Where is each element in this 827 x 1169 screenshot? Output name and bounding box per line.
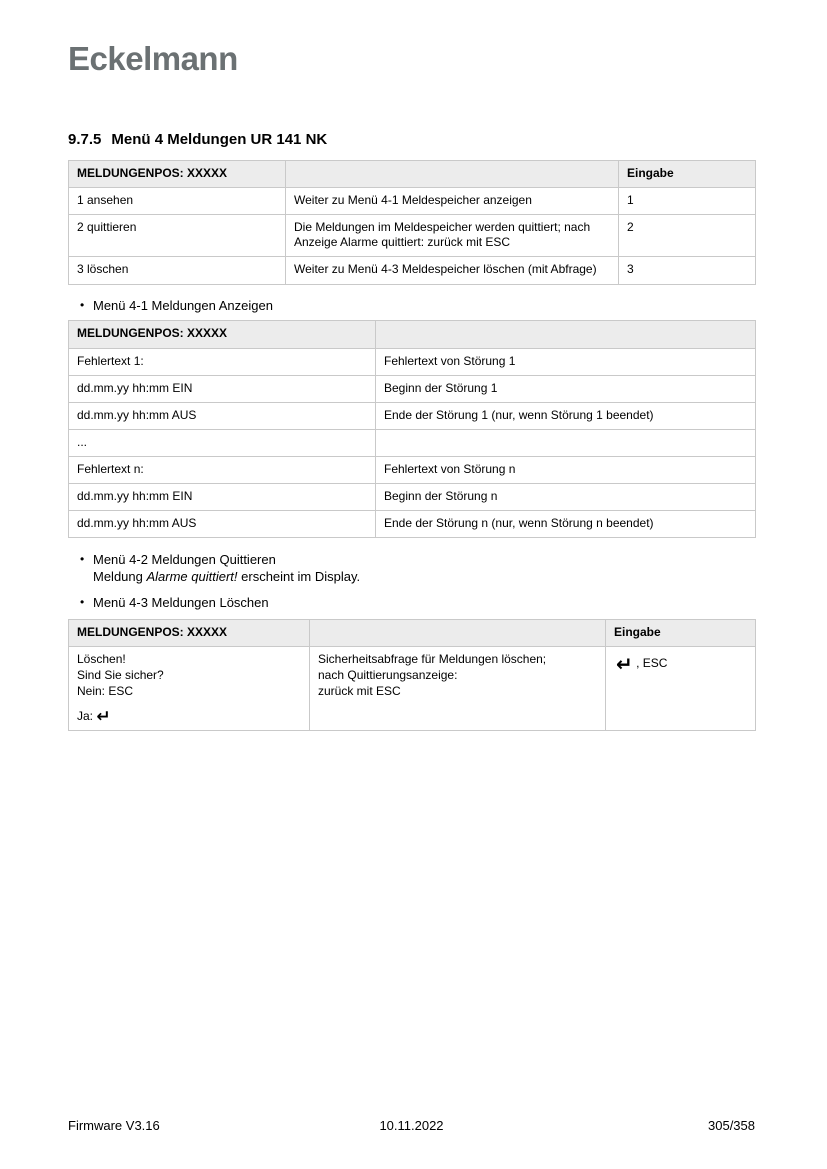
cell-description: Ende der Störung 1 (nur, wenn Störung 1 beendet) bbox=[376, 402, 756, 429]
header-cell-meldungenpos: MELDUNGENPOS: XXXXX bbox=[69, 161, 286, 188]
bullet-dot: • bbox=[80, 552, 85, 567]
cell-display: dd.mm.yy hh:mm AUS bbox=[69, 402, 376, 429]
cell-eingabe: 3 bbox=[619, 257, 756, 284]
table-row bbox=[69, 375, 756, 402]
description-line: zurück mit ESC bbox=[318, 683, 401, 698]
bullet-label: Menü 4-1 Meldungen Anzeigen bbox=[93, 297, 273, 313]
cell-option: 1 ansehen bbox=[69, 188, 286, 215]
bullet-body bbox=[93, 552, 360, 586]
eckelmann-logo: Eckelmann bbox=[68, 40, 238, 77]
menu4-3-delete-table bbox=[68, 619, 756, 731]
table-row bbox=[69, 348, 756, 375]
eingabe-suffix: , ESC bbox=[632, 656, 668, 671]
table-row bbox=[69, 402, 756, 429]
table-row bbox=[69, 484, 756, 511]
bullet-label: Menü 4-3 Meldungen Löschen bbox=[93, 595, 269, 611]
subtext-prefix: Meldung bbox=[93, 569, 147, 585]
header-cell-eingabe: Eingabe bbox=[606, 619, 756, 646]
table-row bbox=[69, 188, 756, 215]
cell-option: 3 löschen bbox=[69, 257, 286, 284]
page-footer bbox=[68, 1118, 755, 1133]
table-row bbox=[69, 215, 756, 257]
header-cell-empty bbox=[310, 619, 606, 646]
table-row bbox=[69, 429, 756, 456]
enter-key-icon: ↵ bbox=[96, 706, 111, 727]
cell-display: Fehlertext 1: bbox=[69, 348, 376, 375]
bullet-label: Menü 4-2 Meldungen Quittieren bbox=[93, 552, 276, 568]
bullet-subtext bbox=[93, 569, 360, 586]
cell-display bbox=[69, 647, 310, 731]
cell-eingabe: 1 bbox=[619, 188, 756, 215]
enter-key-icon: ↵ bbox=[616, 652, 633, 677]
cell-display: Fehlertext n: bbox=[69, 456, 376, 483]
cell-description: Die Meldungen im Meldespeicher werden quittiert; nach Anzeige Alarme quittiert: zurück mit ESC bbox=[286, 215, 619, 257]
footer-firmware-version: Firmware V3.16 bbox=[68, 1118, 160, 1133]
confirm-line: Löschen! bbox=[77, 652, 126, 667]
table-row bbox=[69, 511, 756, 538]
cell-display: dd.mm.yy hh:mm EIN bbox=[69, 375, 376, 402]
cell-description: Ende der Störung n (nur, wenn Störung n beendet) bbox=[376, 511, 756, 538]
header-cell-meldungenpos: MELDUNGENPOS: XXXXX bbox=[69, 321, 376, 348]
bullet-dot: • bbox=[80, 297, 85, 312]
menu4-1-display-table bbox=[68, 320, 756, 538]
header-cell-eingabe: Eingabe bbox=[619, 161, 756, 188]
section-heading bbox=[68, 131, 755, 149]
footer-date: 10.11.2022 bbox=[379, 1118, 444, 1133]
confirm-line: Nein: ESC bbox=[77, 683, 134, 698]
confirm-line-ja: Ja: ↵ bbox=[77, 706, 111, 727]
cell-display: dd.mm.yy hh:mm AUS bbox=[69, 511, 376, 538]
cell-display: ... bbox=[69, 429, 376, 456]
bullet-dot: • bbox=[80, 595, 85, 610]
table-row bbox=[69, 647, 756, 731]
cell-description: Beginn der Störung n bbox=[376, 484, 756, 511]
table-header-row bbox=[69, 161, 756, 188]
cell-eingabe bbox=[606, 647, 756, 731]
cell-description bbox=[310, 647, 606, 731]
table-row bbox=[69, 456, 756, 483]
table-header-row bbox=[69, 321, 756, 348]
bullet-menu-4-2 bbox=[80, 552, 755, 586]
cell-description bbox=[376, 429, 756, 456]
header-cell-meldungenpos: MELDUNGENPOS: XXXXX bbox=[69, 619, 310, 646]
cell-display: dd.mm.yy hh:mm EIN bbox=[69, 484, 376, 511]
cell-description: Weiter zu Menü 4-3 Meldespeicher löschen (mit Abfrage) bbox=[286, 257, 619, 284]
section-number: 9.7.5 bbox=[68, 131, 102, 148]
subtext-suffix: erscheint im Display. bbox=[237, 569, 361, 585]
bullet-menu-4-1 bbox=[80, 298, 755, 315]
table-header-row bbox=[69, 619, 756, 646]
footer-page-number: 305/358 bbox=[708, 1118, 755, 1133]
cell-description: Fehlertext von Störung 1 bbox=[376, 348, 756, 375]
cell-description: Fehlertext von Störung n bbox=[376, 456, 756, 483]
cell-description: Beginn der Störung 1 bbox=[376, 375, 756, 402]
section-title: Menü 4 Meldungen UR 141 NK bbox=[111, 131, 328, 148]
cell-option: 2 quittieren bbox=[69, 215, 286, 257]
subtext-italic: Alarme quittiert! bbox=[146, 569, 238, 585]
header-cell-empty bbox=[286, 161, 619, 188]
confirm-line: Sind Sie sicher? bbox=[77, 667, 164, 682]
table-row bbox=[69, 257, 756, 284]
header-cell-empty bbox=[376, 321, 756, 348]
menu4-overview-table bbox=[68, 160, 756, 285]
bullet-menu-4-3 bbox=[80, 595, 755, 612]
cell-eingabe: 2 bbox=[619, 215, 756, 257]
description-line: Sicherheitsabfrage für Meldungen löschen; bbox=[318, 652, 547, 667]
description-line: nach Quittierungsanzeige: bbox=[318, 667, 458, 682]
cell-description: Weiter zu Menü 4-1 Meldespeicher anzeigen bbox=[286, 188, 619, 215]
